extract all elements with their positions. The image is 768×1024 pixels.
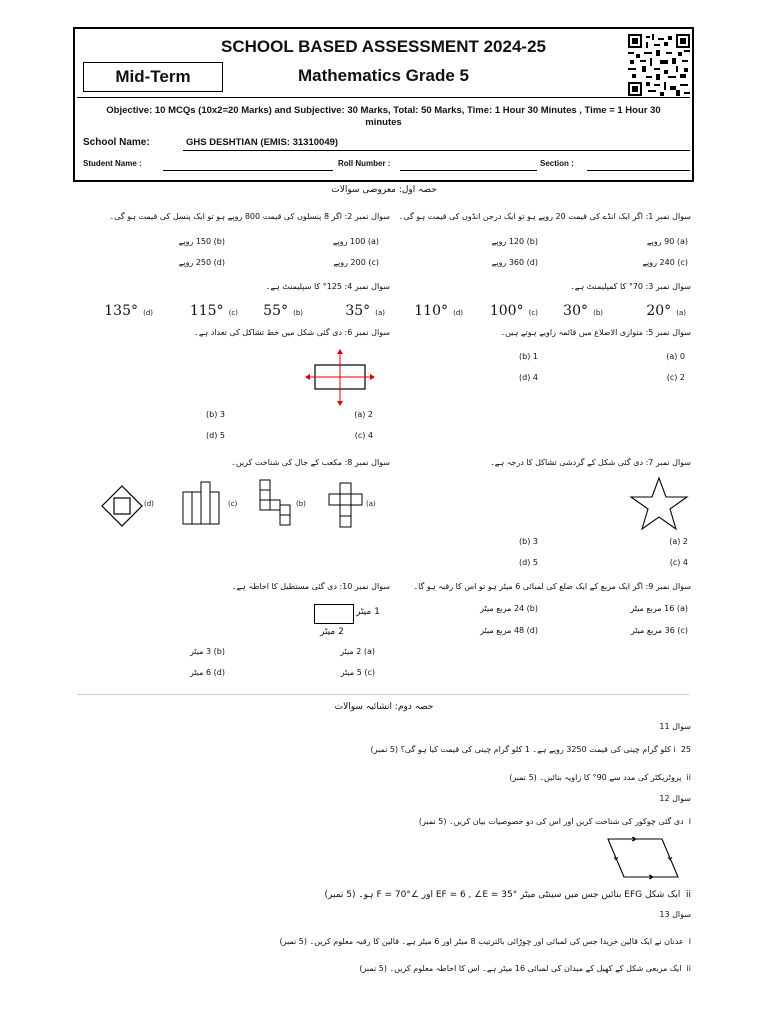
q1-option-a[interactable]: (a) 90 روپے bbox=[646, 237, 688, 246]
question-10-text: سوال نمبر 10: دی گئی مستطیل کا احاطہ ہے۔ bbox=[231, 582, 390, 591]
rectangle-side-2: 2 میٹر bbox=[320, 627, 344, 637]
question-1-text: سوال نمبر 1: اگر ایک انڈے کی قیمت 20 روپے ہو تو ایک درجن انڈوں کی قیمت ہو گی۔ bbox=[398, 212, 691, 221]
parallelogram-figure bbox=[604, 836, 682, 880]
q8-option-d[interactable]: (d) bbox=[144, 500, 154, 508]
section-2-title: حصہ دوم: انشائیہ سوالات bbox=[334, 702, 434, 712]
q1-option-c[interactable]: (c) 240 روپے bbox=[642, 258, 688, 267]
school-label: School Name: bbox=[83, 137, 150, 148]
q2-option-b[interactable]: (b) 150 روپے bbox=[178, 237, 225, 246]
question-9-text: سوال نمبر 9: اگر ایک مربع کے ایک ضلع کی لمبائی 6 میٹر ہو تو اس کا رقبہ ہو گا۔ bbox=[413, 582, 691, 591]
q6-option-c[interactable]: 4 (c) bbox=[354, 431, 373, 440]
q5-option-d[interactable]: 4 (d) bbox=[519, 373, 538, 382]
q2-option-d[interactable]: (d) 250 روپے bbox=[178, 258, 225, 267]
roll-number-field[interactable] bbox=[400, 170, 537, 171]
question-13-label: سوال 13 bbox=[659, 910, 691, 919]
section-1-title: حصہ اول: معروضی سوالات bbox=[331, 185, 437, 195]
question-4-text: سوال نمبر 4: 125° کا سپلیمنٹ ہے۔ bbox=[265, 282, 390, 291]
objective-line-2: minutes bbox=[365, 117, 402, 128]
subject-title: Mathematics Grade 5 bbox=[297, 66, 469, 85]
question-5-text: سوال نمبر 5: متوازی الاضلاع میں قائمہ زاویے ہوتے ہیں۔ bbox=[500, 328, 691, 337]
question-2-text: سوال نمبر 2: اگر 8 پنسلوں کی قیمت 800 روپے ہو تو ایک پنسل کی قیمت ہو گی۔ bbox=[109, 212, 390, 221]
rectangle-symmetry-figure bbox=[305, 348, 375, 408]
student-name-label: Student Name : bbox=[83, 159, 142, 168]
q10-option-b[interactable]: (b) 3 میٹر bbox=[189, 647, 225, 656]
q10-option-c[interactable]: (c) 5 میٹر bbox=[340, 668, 375, 677]
q11-part-ii: ii پروٹریکٹر کی مدد سے 90° کا زاویہ بنائیں۔ (5 نمبر) bbox=[509, 773, 691, 782]
q6-option-b[interactable]: 3 (b) bbox=[206, 410, 225, 419]
q5-option-a[interactable]: 0 (a) bbox=[666, 352, 685, 361]
q12-part-ii: ii ایک شکل EFG بنائیں جس میں سینٹی میٹر EF = 6 , ∠E = 35° اور ∠F = 70° ہو۔ (5 نمبر) bbox=[324, 890, 691, 900]
q4-option-b[interactable]: 55° (b) bbox=[263, 303, 303, 319]
q9-option-c[interactable]: (c) 36 مربع میٹر bbox=[630, 626, 688, 635]
q3-option-a[interactable]: 20° (a) bbox=[646, 303, 686, 319]
section-label: Section : bbox=[540, 159, 574, 168]
q10-option-d[interactable]: (d) 6 میٹر bbox=[189, 668, 225, 677]
q10-option-a[interactable]: (a) 2 میٹر bbox=[340, 647, 375, 656]
q9-option-d[interactable]: (d) 48 مربع میٹر bbox=[480, 626, 538, 635]
rectangle-side-1: 1 میٹر bbox=[356, 607, 380, 617]
q3-option-b[interactable]: 30° (b) bbox=[563, 303, 603, 319]
q4-option-c[interactable]: 115° (c) bbox=[189, 303, 238, 319]
q1-option-d[interactable]: (d) 360 روپے bbox=[491, 258, 538, 267]
cube-net-d-figure bbox=[100, 484, 144, 528]
term-label: Mid-Term bbox=[115, 67, 191, 86]
q7-option-d[interactable]: 5 (d) bbox=[519, 558, 538, 567]
q8-option-a[interactable]: (a) bbox=[366, 500, 376, 508]
cube-net-a-figure bbox=[326, 482, 366, 528]
question-11-label: سوال 11 bbox=[659, 722, 691, 731]
q8-option-c[interactable]: (c) bbox=[228, 500, 238, 508]
q3-option-c[interactable]: 100° (c) bbox=[489, 303, 538, 319]
question-12-label: سوال 12 bbox=[659, 794, 691, 803]
question-8-text: سوال نمبر 8: مکعب کے جال کی شناخت کریں۔ bbox=[231, 458, 390, 467]
q8-option-b[interactable]: (b) bbox=[296, 500, 306, 508]
school-value: GHS DESHTIAN (EMIS: 31310049) bbox=[186, 137, 339, 148]
q4-option-a[interactable]: 35° (a) bbox=[345, 303, 385, 319]
school-underline bbox=[183, 150, 690, 151]
q5-option-b[interactable]: 1 (b) bbox=[519, 352, 538, 361]
q7-option-a[interactable]: 2 (a) bbox=[669, 537, 688, 546]
q9-option-b[interactable]: (b) 24 مربع میٹر bbox=[480, 604, 538, 613]
q12-part-i: i دی گئی چوکور کی شناخت کریں اور اس کی دو خصوصیات بیان کریں۔ (5 نمبر) bbox=[418, 817, 691, 826]
q5-option-c[interactable]: 2 (c) bbox=[666, 373, 685, 382]
objective-line-1: Objective: 10 MCQs (10x2=20 Marks) and Subjective: 30 Marks, Total: 50 Marks, Time: 1 Hour 30 Minutes , Time = 1 Hour 30 bbox=[106, 105, 661, 116]
cube-net-c-figure bbox=[180, 480, 228, 526]
q2-option-c[interactable]: (c) 200 روپے bbox=[333, 258, 379, 267]
q7-option-b[interactable]: 3 (b) bbox=[519, 537, 538, 546]
rectangle-figure bbox=[314, 604, 354, 624]
q9-option-a[interactable]: (a) 16 مربع میٹر bbox=[630, 604, 688, 613]
q11-part-i: i 25 کلو گرام چینی کی قیمت 3250 روپے ہے۔ 1 کلو گرام چینی کی قیمت کیا ہو گی؟ (5 نمبر) bbox=[370, 745, 691, 754]
q3-option-d[interactable]: 110° (d) bbox=[414, 303, 463, 319]
roll-number-label: Roll Number : bbox=[338, 159, 391, 168]
header-box bbox=[73, 27, 694, 182]
question-7-text: سوال نمبر 7: دی گئی شکل کے گردشی تشاکل کا درجہ ہے۔ bbox=[490, 458, 691, 467]
question-6-text: سوال نمبر 6: دی گئی شکل میں خط تشاکل کی تعداد ہے۔ bbox=[194, 328, 390, 337]
section-field[interactable] bbox=[587, 170, 690, 171]
q6-option-d[interactable]: 5 (d) bbox=[206, 431, 225, 440]
q4-option-d[interactable]: 135° (d) bbox=[104, 303, 153, 319]
cube-net-b-figure bbox=[256, 478, 296, 528]
qr-code-icon bbox=[628, 34, 690, 96]
section-divider bbox=[77, 694, 689, 695]
question-3-text: سوال نمبر 3: 70° کا کمپلیمنٹ ہے۔ bbox=[570, 282, 691, 291]
star-figure bbox=[628, 476, 690, 532]
q2-option-a[interactable]: (a) 100 روپے bbox=[332, 237, 379, 246]
exam-title: SCHOOL BASED ASSESSMENT 2024-25 bbox=[221, 37, 546, 56]
student-name-field[interactable] bbox=[163, 170, 333, 171]
q6-option-a[interactable]: 2 (a) bbox=[354, 410, 373, 419]
q1-option-b[interactable]: (b) 120 روپے bbox=[491, 237, 538, 246]
q13-part-ii: ii ایک مربعی شکل کے کھیل کے میدان کی لمبائی 16 میٹر ہے۔ اس کا احاطہ معلوم کریں۔ (5 نمبر) bbox=[359, 964, 691, 973]
q13-part-i: i عدنان نے ایک قالین خریدا جس کی لمبائی اور چوڑائی بالترتیب 8 میٹر اور 6 میٹر ہے۔ قالین کا رقبہ معلوم کریں۔ (5 نمبر) bbox=[279, 937, 691, 946]
q7-option-c[interactable]: 4 (c) bbox=[669, 558, 688, 567]
